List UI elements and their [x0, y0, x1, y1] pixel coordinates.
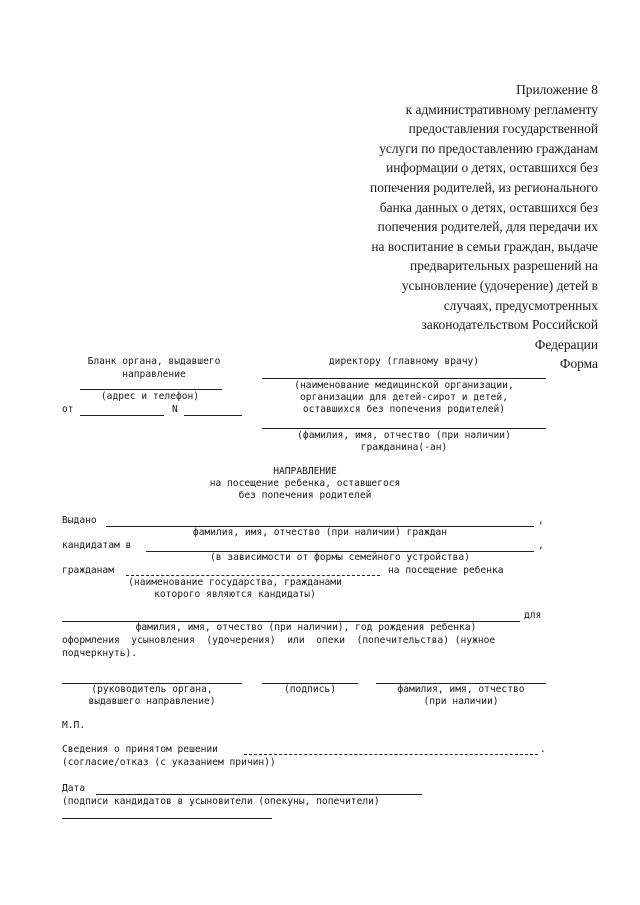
final-signature-line: [62, 818, 272, 819]
child-hint: фамилия, имя, отчество (при наличии), год рождения ребенка): [135, 622, 477, 633]
decision-hint: (согласие/отказ (с указанием причин)): [62, 757, 276, 768]
fio-hint-1: (фамилия, имя, отчество (при наличии): [297, 430, 511, 441]
appendix-line: к административному регламенту: [405, 101, 598, 117]
visit-label: на посещение ребенка: [388, 565, 504, 576]
state-hint-1: (наименование государства, гражданами: [128, 577, 342, 588]
appendix-line: предоставления государственной: [408, 121, 598, 137]
from-label: от: [62, 404, 74, 415]
date-label: Дата: [62, 783, 86, 794]
candidates-label: кандидатам в: [62, 540, 132, 551]
decision-line: [244, 754, 538, 755]
appendix-line: Федерации: [534, 336, 598, 352]
citizens-label: гражданам: [62, 565, 114, 576]
document-subtitle-2: без попечения родителей: [238, 490, 372, 501]
org-line: [262, 378, 546, 379]
appendix-header: [300, 80, 598, 374]
decision-label: Сведения о принятом решении: [62, 744, 218, 755]
addressee: директору (главному врачу): [328, 356, 480, 367]
document-subtitle-1: на посещение ребенка, оставшегося: [209, 478, 401, 489]
blank-label-1: Бланк органа, выдавшего: [87, 356, 221, 367]
date-hint: (подписи кандидатов в усыновители (опекуны, попечители): [62, 796, 380, 807]
appendix-line: законодательством Российской: [421, 317, 598, 333]
fio-citizens-hint: фамилия, имя, отчество (при наличии) граждан: [192, 527, 448, 538]
head-hint-2: выдавшего направление): [88, 696, 216, 707]
appendix-line: на воспитание в семьи граждан, выдаче: [371, 238, 598, 254]
purpose-text-2: подчеркнуть).: [62, 648, 138, 659]
appendix-line: попечения родителей, из регионального: [370, 179, 598, 195]
fio-hint-2: гражданина(-ан): [360, 442, 448, 453]
address-hint: (адрес и телефон): [100, 391, 200, 402]
appendix-line: случаях, предусмотренных: [443, 297, 598, 313]
appendix-line: усыновление (удочерение) детей в: [401, 277, 598, 293]
number-label: N: [172, 404, 178, 415]
candidates-comma: ,: [538, 540, 544, 551]
fio-sign-hint-1: фамилия, имя, отчество: [397, 684, 525, 695]
signature-hint: (подпись): [284, 684, 336, 695]
org-hint-2: организации для детей-сирот и детей,: [300, 392, 508, 403]
for-label: для: [524, 610, 542, 621]
head-hint-1: (руководитель органа,: [91, 684, 213, 695]
appendix-line: услуги по предоставлению гражданам: [379, 140, 598, 156]
family-form-hint: (в зависимости от формы семейного устройства): [210, 552, 470, 563]
appendix-line: Приложение 8: [516, 82, 598, 97]
issued-label: Выдано: [62, 515, 97, 526]
fio-sign-hint-2: (при наличии): [423, 696, 499, 707]
issued-comma: ,: [538, 515, 544, 526]
document-title: НАПРАВЛЕНИЕ: [273, 466, 337, 477]
decision-period: .: [540, 744, 546, 755]
address-line: [80, 389, 222, 390]
date-line: [80, 415, 164, 416]
number-line: [184, 415, 242, 416]
org-hint-1: (наименование медицинской организации,: [294, 380, 514, 391]
org-hint-3: оставшихся без попечения родителей): [302, 404, 506, 415]
appendix-line: банка данных о детях, оставшихся без: [379, 199, 598, 215]
stamp-label: М.П.: [62, 720, 86, 731]
date-sign-line: [96, 794, 422, 795]
purpose-text-1: оформления усыновления (удочерения) или опеки (попечительства) (нужное: [62, 635, 496, 646]
fio-line: [262, 428, 546, 429]
appendix-line: попечения родителей, для передачи их: [377, 219, 598, 235]
blank-label-2: направление: [122, 369, 186, 380]
appendix-line: информации о детях, оставшихся без: [386, 160, 598, 176]
appendix-line: Форма: [559, 356, 598, 372]
state-hint-2: которого являются кандидаты): [154, 589, 316, 600]
appendix-line: предварительных разрешений на: [410, 258, 598, 274]
citizens-line: [126, 575, 380, 576]
